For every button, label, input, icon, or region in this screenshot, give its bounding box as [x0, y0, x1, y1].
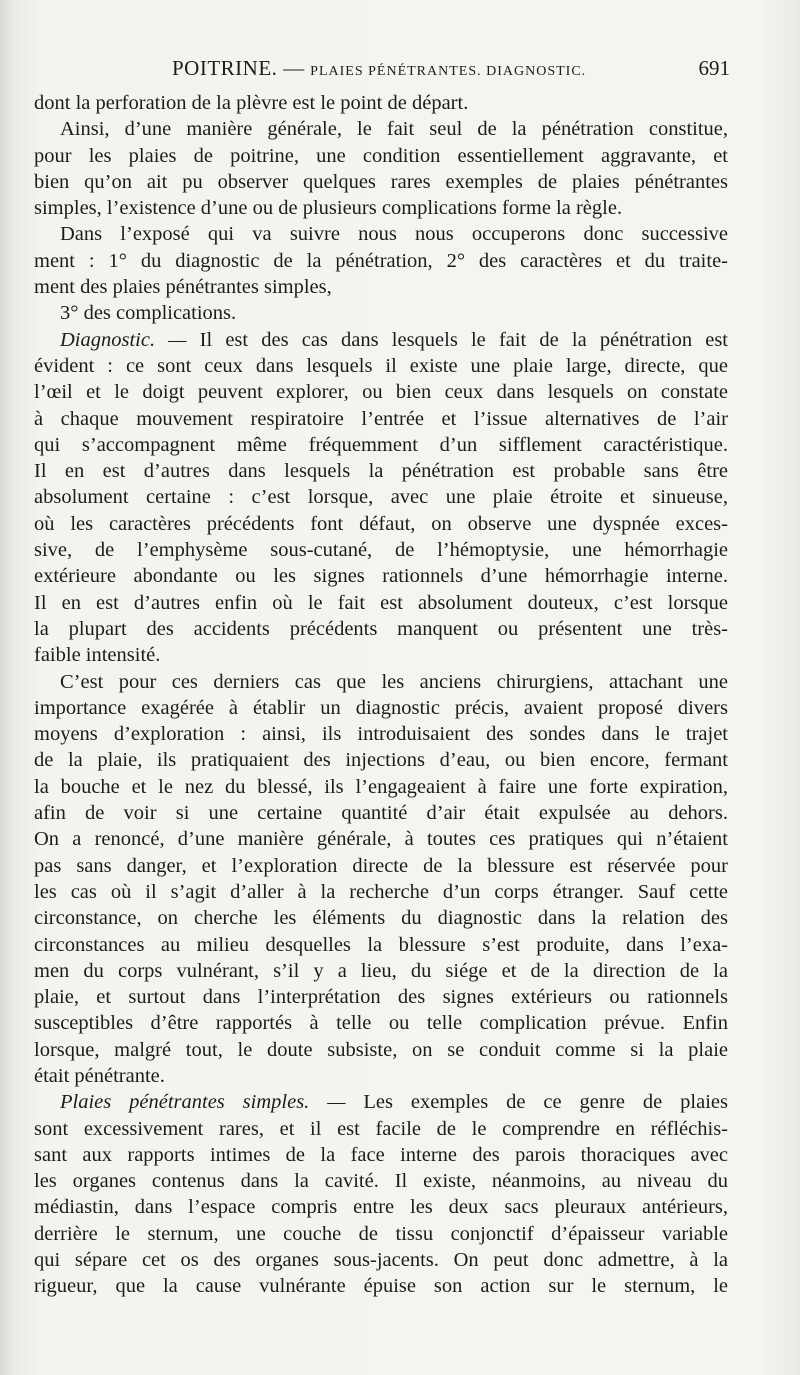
text-line	[34, 932, 728, 958]
text-line	[34, 590, 728, 616]
line-text: l’œil et le doigt peuvent explorer, ou bien ceux dans lesquels on constate	[34, 381, 728, 404]
text-line	[34, 379, 728, 405]
line-text: sive, de l’emphysème sous-cutané, de l’hémoptysie, une hémorrhagie	[34, 539, 728, 562]
line-text: Les exemples de ce genre de plaies	[363, 1091, 728, 1114]
text-line	[34, 353, 728, 379]
text-line	[34, 458, 728, 484]
section-heading: Plaies pénétrantes simples. —	[60, 1091, 346, 1114]
line-text: importance exagérée à établir un diagnostic précis, avaient proposé divers	[34, 696, 728, 719]
line-text: Il en est d’autres dans lesquels la pénétration est probable sans être	[34, 460, 728, 483]
line-text: men du corps vulnérant, s’il y a lieu, du siége et de la direction de la	[34, 959, 728, 982]
running-title-section: PLAIES PÉNÉTRANTES. DIAGNOSTIC.	[310, 64, 587, 79]
line-text: faible intensité.	[34, 644, 161, 667]
text-line	[34, 1273, 728, 1299]
text-line	[34, 274, 728, 300]
line-text: évident : ce sont ceux dans lesquels il existe une plaie large, directe, que	[34, 354, 728, 377]
running-header	[34, 56, 730, 86]
text-line	[34, 1168, 728, 1194]
line-text: Dans l’exposé qui va suivre nous nous occuperons donc successive	[60, 223, 728, 246]
line-text: extérieure abondante ou les signes rationnels d’une hémorrhagie interne.	[34, 565, 728, 588]
text-line	[34, 563, 728, 589]
line-text: où les caractères précédents font défaut, on observe une dyspnée exces-	[34, 512, 728, 535]
line-text: pour les plaies de poitrine, une condition essentiellement aggravante, et	[34, 144, 728, 167]
text-line	[34, 1010, 728, 1036]
line-text: qui sépare cet os des organes sous-jacents. On peut donc admettre, à la	[34, 1249, 728, 1272]
line-text: ment : 1° du diagnostic de la pénétration, 2° des caractères et du traite-	[34, 249, 728, 272]
text-line	[34, 327, 728, 353]
page-number: 691	[698, 56, 730, 80]
running-title-main: POITRINE. —	[172, 56, 305, 80]
line-text: susceptibles d’être rapportés à telle ou telle complication prévue. Enfin	[34, 1012, 728, 1035]
body-text	[34, 90, 728, 1300]
text-line	[34, 879, 728, 905]
line-text: à chaque mouvement respiratoire l’entrée et l’issue alternatives de l’air	[34, 407, 728, 430]
text-line	[34, 826, 728, 852]
text-line	[34, 800, 728, 826]
text-line	[34, 484, 728, 510]
line-text: absolument certaine : c’est lorsque, avec une plaie étroite et sinueuse,	[34, 486, 728, 509]
text-line	[34, 169, 728, 195]
text-line	[34, 642, 728, 668]
line-text: Il est des cas dans lesquels le fait de la pénétration est	[199, 328, 728, 351]
line-text: lorsque, malgré tout, le doute subsiste, on se conduit comme si la plaie	[34, 1038, 728, 1061]
text-line	[34, 1247, 728, 1273]
line-text: On a renoncé, d’une manière générale, à toutes ces pratiques qui n’étaient	[34, 828, 728, 851]
text-line	[34, 958, 728, 984]
line-text: 3° des complications.	[60, 302, 237, 325]
line-text: dont la perforation de la plèvre est le point de départ.	[34, 92, 469, 114]
line-text: Ainsi, d’une manière générale, le fait seul de la pénétration constitue,	[60, 118, 728, 141]
line-text: était pénétrante.	[34, 1064, 165, 1087]
text-line	[34, 300, 728, 326]
text-line	[34, 1063, 728, 1089]
line-text: circonstances au milieu desquelles la blessure s’est produite, dans l’exa-	[34, 933, 728, 956]
text-line	[34, 669, 728, 695]
line-text: sont excessivement rares, et il est facile de le comprendre en réfléchis-	[34, 1117, 728, 1140]
text-line	[34, 1221, 728, 1247]
text-line	[34, 774, 728, 800]
text-line	[34, 1089, 728, 1115]
line-text: plaie, et surtout dans l’interprétation des signes extérieurs ou rationnels	[34, 986, 728, 1009]
line-text: rigueur, que la cause vulnérante épuise son action sur le sternum, le	[34, 1275, 728, 1298]
section-heading: Diagnostic. —	[60, 328, 187, 351]
line-text: la plupart des accidents précédents manquent ou présentent une très-	[34, 617, 728, 640]
line-text: sant aux rapports intimes de la face interne des parois thoraciques avec	[34, 1143, 728, 1166]
line-text: la bouche et le nez du blessé, ils l’engageaient à faire une forte expiration,	[34, 775, 728, 798]
text-line	[34, 432, 728, 458]
line-text: les cas où il s’agit d’aller à la recherche d’un corps étranger. Sauf cette	[34, 880, 728, 903]
line-text: de la plaie, ils pratiquaient des injections d’eau, ou bien encore, fermant	[34, 749, 728, 772]
line-text: circonstance, on cherche les éléments du diagnostic dans la relation des	[34, 907, 728, 930]
line-text: qui s’accompagnent même fréquemment d’un sifflement caractéristique.	[34, 433, 728, 456]
line-text: médiastin, dans l’espace compris entre les deux sacs pleuraux antérieurs,	[34, 1196, 728, 1219]
line-text: moyens d’exploration : ainsi, ils introduisaient des sondes dans le trajet	[34, 723, 728, 746]
line-text: les organes contenus dans la cavité. Il existe, néanmoins, au niveau du	[34, 1170, 728, 1193]
line-text: derrière le sternum, une couche de tissu conjonctif d’épaisseur variable	[34, 1222, 728, 1245]
text-line	[34, 537, 728, 563]
text-line	[34, 1142, 728, 1168]
line-text: pas sans danger, et l’exploration directe de la blessure est réservée pour	[34, 854, 728, 877]
line-text: C’est pour ces derniers cas que les anciens chirurgiens, attachant une	[60, 670, 728, 693]
line-text: simples, l’existence d’une ou de plusieurs complications forme la règle.	[34, 197, 623, 220]
running-title	[172, 56, 586, 81]
text-line	[34, 248, 728, 274]
line-text: bien qu’on ait pu observer quelques rares exemples de plaies pénétrantes	[34, 170, 728, 193]
line-text: Il en est d’autres enfin où le fait est absolument douteux, c’est lorsque	[34, 591, 728, 614]
text-line	[34, 90, 728, 116]
text-line	[34, 511, 728, 537]
line-text: afin de voir si une certaine quantité d’air était expulsée au dehors.	[34, 802, 728, 825]
text-line	[34, 221, 728, 247]
text-line	[34, 905, 728, 931]
text-line	[34, 853, 728, 879]
line-text: ment des plaies pénétrantes simples,	[34, 276, 332, 299]
text-line	[34, 1116, 728, 1142]
text-line	[34, 143, 728, 169]
text-line	[34, 195, 728, 221]
text-line	[34, 406, 728, 432]
text-line	[34, 747, 728, 773]
text-line	[34, 616, 728, 642]
text-line	[34, 984, 728, 1010]
text-line	[34, 695, 728, 721]
text-line	[34, 116, 728, 142]
text-line	[34, 721, 728, 747]
text-line	[34, 1037, 728, 1063]
text-line	[34, 1194, 728, 1220]
